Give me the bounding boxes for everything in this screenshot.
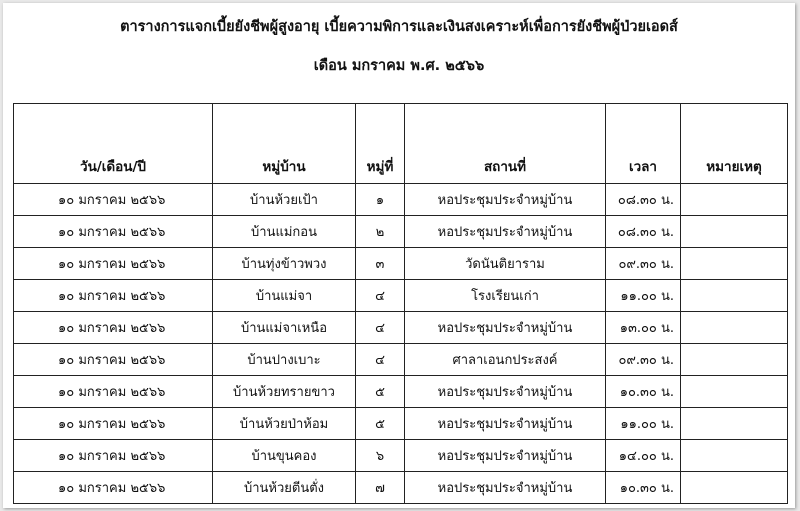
document-title: ตารางการแจกเบี้ยยังชีพผู้สูงอายุ เบี้ยความพิการและเงินสงเคราะห์เพื่อการยังชีพผู้ป่วยเอดส์ [120, 19, 678, 35]
cell-village: บ้านปางเบาะ [213, 344, 356, 376]
schedule-table [13, 103, 788, 504]
cell-village: บ้านแม่จา [213, 280, 356, 312]
table-row [14, 472, 788, 504]
cell-moo: ๔ [356, 312, 405, 344]
cell-note [681, 408, 788, 440]
cell-moo: ๗ [356, 472, 405, 504]
cell-moo: ๒ [356, 216, 405, 248]
document-page [3, 3, 795, 508]
cell-place: หอประชุมประจำหมู่บ้าน [405, 216, 606, 248]
cell-place: หอประชุมประจำหมู่บ้าน [405, 312, 606, 344]
table-header-row [14, 104, 788, 184]
cell-time: ๐๙.๓๐ น. [606, 344, 681, 376]
cell-note [681, 472, 788, 504]
cell-date: ๑๐ มกราคม ๒๕๖๖ [14, 376, 213, 408]
cell-date: ๑๐ มกราคม ๒๕๖๖ [14, 280, 213, 312]
cell-moo: ๑ [356, 184, 405, 216]
document-subtitle: เดือน มกราคม พ.ศ. ๒๕๖๖ [313, 58, 485, 74]
cell-time: ๑๐.๓๐ น. [606, 472, 681, 504]
cell-moo: ๔ [356, 280, 405, 312]
cell-date: ๑๐ มกราคม ๒๕๖๖ [14, 440, 213, 472]
cell-note [681, 248, 788, 280]
header-time: เวลา [606, 104, 681, 184]
cell-note [681, 312, 788, 344]
cell-place: วัดนันติยาราม [405, 248, 606, 280]
cell-village: บ้านทุ่งข้าวพวง [213, 248, 356, 280]
cell-date: ๑๐ มกราคม ๒๕๖๖ [14, 344, 213, 376]
cell-date: ๑๐ มกราคม ๒๕๖๖ [14, 216, 213, 248]
cell-date: ๑๐ มกราคม ๒๕๖๖ [14, 248, 213, 280]
cell-date: ๑๐ มกราคม ๒๕๖๖ [14, 472, 213, 504]
cell-note [681, 440, 788, 472]
cell-note [681, 184, 788, 216]
cell-note [681, 376, 788, 408]
table-row [14, 376, 788, 408]
cell-date: ๑๐ มกราคม ๒๕๖๖ [14, 184, 213, 216]
cell-village: บ้านแม่จาเหนือ [213, 312, 356, 344]
header-village: หมู่บ้าน [213, 104, 356, 184]
cell-note [681, 280, 788, 312]
cell-time: ๑๑.๐๐ น. [606, 280, 681, 312]
cell-place: หอประชุมประจำหมู่บ้าน [405, 440, 606, 472]
cell-time: ๑๔.๐๐ น. [606, 440, 681, 472]
table-row [14, 184, 788, 216]
table-row [14, 312, 788, 344]
header-note: หมายเหตุ [681, 104, 788, 184]
cell-place: หอประชุมประจำหมู่บ้าน [405, 408, 606, 440]
cell-time: ๐๘.๓๐ น. [606, 216, 681, 248]
cell-place: หอประชุมประจำหมู่บ้าน [405, 184, 606, 216]
cell-time: ๑๑.๐๐ น. [606, 408, 681, 440]
table-row [14, 408, 788, 440]
cell-time: ๑๐.๓๐ น. [606, 376, 681, 408]
cell-village: บ้านแม่กอน [213, 216, 356, 248]
cell-time: ๐๘.๓๐ น. [606, 184, 681, 216]
cell-village: บ้านห้วยเป้า [213, 184, 356, 216]
cell-village: บ้านขุนคอง [213, 440, 356, 472]
cell-moo: ๕ [356, 408, 405, 440]
cell-moo: ๕ [356, 376, 405, 408]
cell-village: บ้านห้วยทรายขาว [213, 376, 356, 408]
cell-place: หอประชุมประจำหมู่บ้าน [405, 376, 606, 408]
cell-note [681, 216, 788, 248]
cell-date: ๑๐ มกราคม ๒๕๖๖ [14, 408, 213, 440]
cell-moo: ๓ [356, 248, 405, 280]
cell-time: ๐๙.๓๐ น. [606, 248, 681, 280]
cell-date: ๑๐ มกราคม ๒๕๖๖ [14, 312, 213, 344]
cell-moo: ๖ [356, 440, 405, 472]
table-row [14, 248, 788, 280]
cell-place: ศาลาเอนกประสงค์ [405, 344, 606, 376]
cell-note [681, 344, 788, 376]
cell-village: บ้านห้วยป่าห้อม [213, 408, 356, 440]
table-row [14, 344, 788, 376]
header-place: สถานที่ [405, 104, 606, 184]
table-row [14, 216, 788, 248]
cell-moo: ๔ [356, 344, 405, 376]
header-date: วัน/เดือน/ปี [14, 104, 213, 184]
cell-time: ๑๓.๐๐ น. [606, 312, 681, 344]
cell-place: หอประชุมประจำหมู่บ้าน [405, 472, 606, 504]
cell-village: บ้านห้วยตีนตั่ง [213, 472, 356, 504]
cell-place: โรงเรียนเก่า [405, 280, 606, 312]
header-moo: หมู่ที่ [356, 104, 405, 184]
table-row [14, 440, 788, 472]
table-row [14, 280, 788, 312]
